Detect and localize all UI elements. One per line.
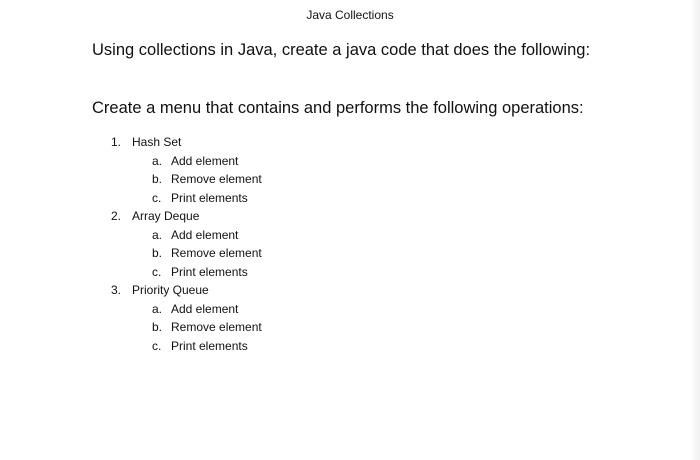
sub-item xyxy=(111,264,511,283)
operation-number: 2. xyxy=(111,209,122,223)
sub-item-letter: c. xyxy=(152,190,162,205)
sub-item-letter: c. xyxy=(152,264,162,279)
sub-item-letter: b. xyxy=(152,320,163,334)
sub-item-letter: b. xyxy=(152,246,163,260)
sub-item xyxy=(111,153,511,172)
sub-item xyxy=(111,227,511,246)
sub-item-letter: c. xyxy=(152,338,162,353)
operation-item xyxy=(111,208,511,282)
sub-item-label: Remove element xyxy=(171,172,262,186)
page-header: Java Collections xyxy=(306,8,394,22)
intro-text: Using collections in Java, create a java code that does the following: xyxy=(92,41,591,59)
sub-item xyxy=(111,171,511,190)
sub-item-label: Add element xyxy=(171,301,239,316)
sub-item-label: Remove element xyxy=(171,246,262,260)
sub-item-letter: a. xyxy=(152,301,163,316)
sub-item-label: Remove element xyxy=(171,320,262,334)
sub-item xyxy=(111,190,511,209)
operation-label: Hash Set xyxy=(132,135,182,149)
operation-number: 1. xyxy=(111,135,122,149)
operation-number: 3. xyxy=(111,283,122,297)
operation-item xyxy=(111,282,511,356)
sub-item xyxy=(111,338,511,357)
operation-label: Array Deque xyxy=(132,209,200,223)
sub-item-label: Print elements xyxy=(171,338,248,353)
page-edge-shadow xyxy=(690,0,700,460)
sub-item xyxy=(111,245,511,264)
operations-list xyxy=(111,134,511,356)
sub-item-label: Print elements xyxy=(171,264,248,279)
operation-label: Priority Queue xyxy=(132,283,209,297)
sub-item-label: Add element xyxy=(171,153,239,168)
operation-item xyxy=(111,134,511,208)
menu-heading: Create a menu that contains and performs the following operations: xyxy=(92,99,584,117)
sub-item-label: Add element xyxy=(171,227,239,242)
sub-item-letter: a. xyxy=(152,227,163,242)
sub-item-letter: b. xyxy=(152,172,163,186)
sub-item xyxy=(111,301,511,320)
sub-item-label: Print elements xyxy=(171,190,248,205)
sub-item-letter: a. xyxy=(152,153,163,168)
sub-item xyxy=(111,319,511,338)
